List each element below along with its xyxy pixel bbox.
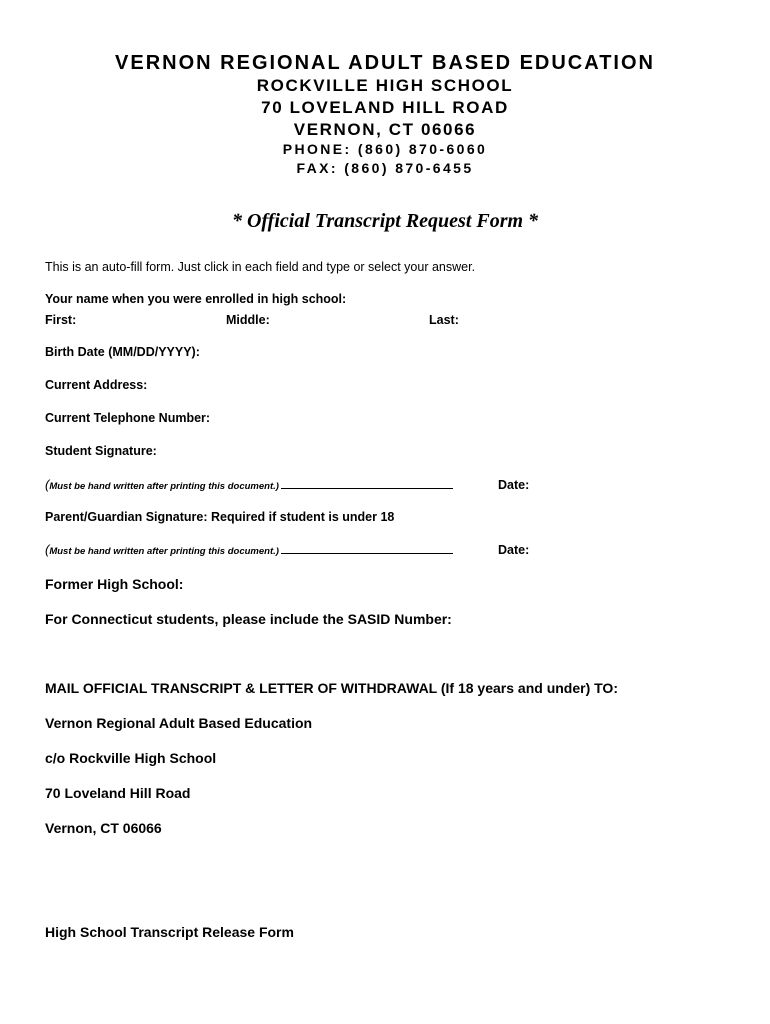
parent-date-field[interactable]: Date: <box>498 543 530 557</box>
parent-signature-label: Parent/Guardian Signature: Required if student is under 18 <box>45 510 395 524</box>
parent-signature-line[interactable] <box>45 541 453 559</box>
birth-date-field[interactable]: Birth Date (MM/DD/YYYY): <box>45 345 200 359</box>
street-address: 70 LOVELAND HILL ROAD <box>261 98 509 117</box>
mail-line-2: c/o Rockville High School <box>45 750 217 766</box>
mail-line-1: Vernon Regional Adult Based Education <box>45 715 313 731</box>
form-intro: This is an auto-fill form. Just click in each field and type or select your answer. <box>45 260 476 274</box>
telephone-field[interactable]: Current Telephone Number: <box>45 411 211 425</box>
city-address: VERNON, CT 06066 <box>293 120 477 139</box>
form-title: * Official Transcript Request Form * <box>231 210 539 232</box>
middle-name-field[interactable]: Middle: <box>226 313 270 327</box>
mail-line-3: 70 Loveland Hill Road <box>45 785 191 801</box>
student-date-field[interactable]: Date: <box>498 478 530 492</box>
school-name: ROCKVILLE HIGH SCHOOL <box>256 76 514 95</box>
first-name-field[interactable]: First: <box>45 313 77 327</box>
mail-line-4: Vernon, CT 06066 <box>45 820 162 836</box>
open-paren: ( <box>45 477 50 492</box>
footer-title: High School Transcript Release Form <box>45 924 294 940</box>
name-heading: Your name when you were enrolled in high school: <box>45 292 347 306</box>
sasid-field[interactable]: For Connecticut students, please include the SASID Number: <box>45 611 452 627</box>
signature-underline <box>281 543 453 554</box>
former-high-school-field[interactable]: Former High School: <box>45 576 184 592</box>
fax-number: FAX: (860) 870-6455 <box>296 160 474 176</box>
last-name-field[interactable]: Last: <box>429 313 459 327</box>
signature-underline <box>281 478 453 489</box>
open-paren: ( <box>45 542 50 557</box>
student-signature-note: Must be hand written after printing this document.) <box>49 481 279 492</box>
parent-signature-note: Must be hand written after printing this document.) <box>49 546 279 557</box>
student-signature-label: Student Signature: <box>45 444 157 458</box>
student-signature-line[interactable] <box>45 476 453 494</box>
mail-heading: MAIL OFFICIAL TRANSCRIPT & LETTER OF WITHDRAWAL (If 18 years and under) TO: <box>45 680 618 696</box>
org-name: VERNON REGIONAL ADULT BASED EDUCATION <box>115 52 655 74</box>
phone-number: PHONE: (860) 870-6060 <box>282 141 488 157</box>
current-address-field[interactable]: Current Address: <box>45 378 148 392</box>
